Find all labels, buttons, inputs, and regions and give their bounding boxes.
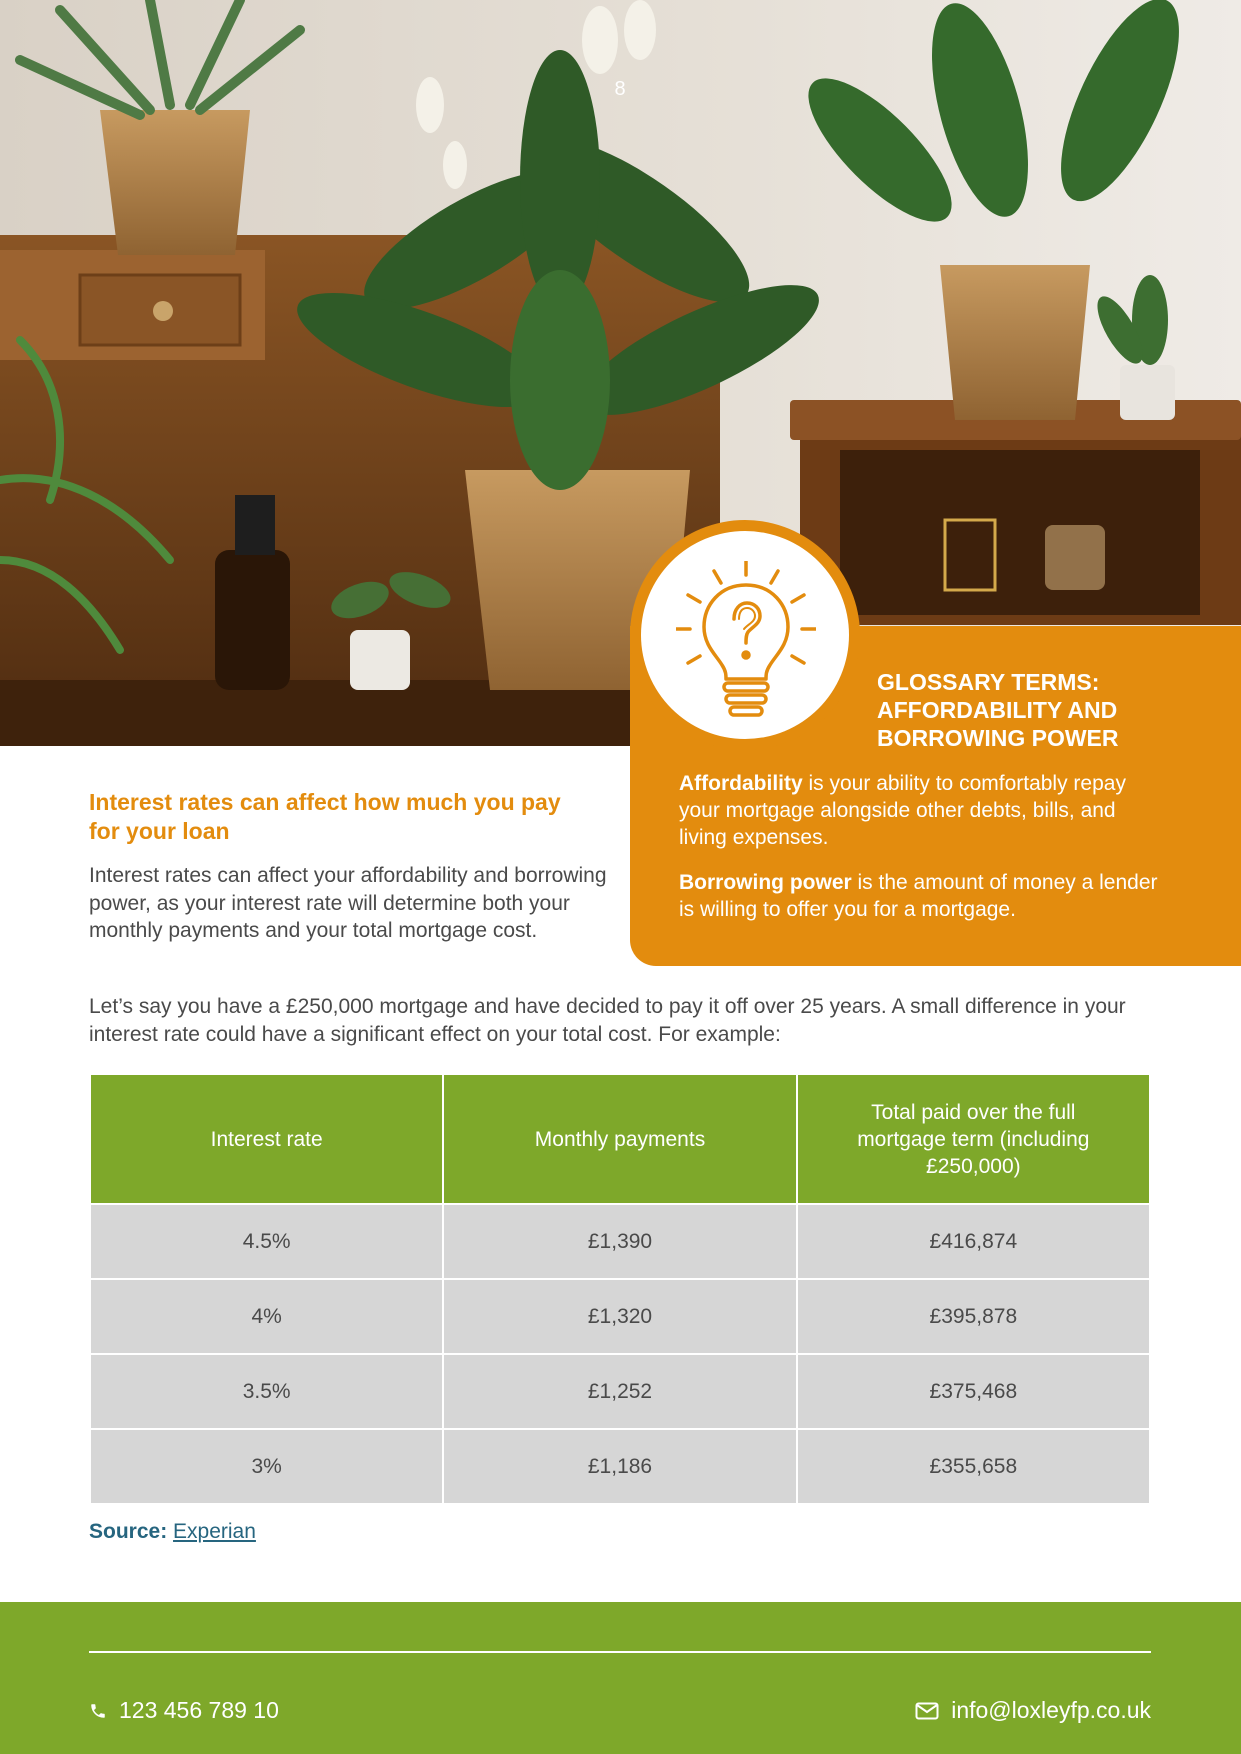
phone-number: 123 456 789 10	[119, 1697, 279, 1723]
term-name: Borrowing power	[679, 871, 852, 894]
interest-rate-table	[89, 1073, 1151, 1505]
source-citation	[89, 1520, 256, 1544]
column-header-interest-rate: Interest rate	[90, 1074, 443, 1204]
term-definition: is the amount of money a lender is willing to offer you for a mortgage.	[679, 871, 1158, 921]
cell-total-paid: £355,658	[797, 1429, 1150, 1504]
footer-divider	[89, 1651, 1151, 1653]
envelope-icon	[915, 1702, 939, 1720]
footer-phone[interactable]	[89, 1697, 279, 1724]
cell-total-paid: £375,468	[797, 1354, 1150, 1429]
table-row	[90, 1354, 1150, 1429]
footer-email[interactable]	[915, 1697, 1151, 1724]
table-row	[90, 1204, 1150, 1279]
table-header-row	[90, 1074, 1150, 1204]
lightbulb-question-icon	[676, 561, 816, 721]
cell-total-paid: £416,874	[797, 1204, 1150, 1279]
cell-monthly-payment: £1,186	[443, 1429, 796, 1504]
table-row	[90, 1429, 1150, 1504]
source-link[interactable]: Experian	[173, 1520, 256, 1543]
cell-interest-rate: 3.5%	[90, 1354, 443, 1429]
example-paragraph: Let’s say you have a £250,000 mortgage and have decided to pay it off over 25 years. A small difference in your interest rate could have a significant effect on your total cost. For example:	[89, 995, 1126, 1046]
cell-monthly-payment: £1,252	[443, 1354, 796, 1429]
page-number: 8	[614, 78, 626, 100]
intro-paragraph: Interest rates can affect your affordability and borrowing power, as your interest rate will determine both your monthly payments and your total mortgage cost.	[89, 864, 607, 942]
cell-monthly-payment: £1,320	[443, 1279, 796, 1354]
cell-total-paid: £395,878	[797, 1279, 1150, 1354]
table-row	[90, 1279, 1150, 1354]
glossary-title: GLOSSARY TERMS: AFFORDABILITY AND BORROWING POWER	[877, 669, 1119, 751]
term-definition: is your ability to comfortably repay your mortgage alongside other debts, bills, and living expenses.	[679, 772, 1126, 849]
cell-interest-rate: 4.5%	[90, 1204, 443, 1279]
source-label: Source:	[89, 1520, 168, 1543]
column-header-total-paid: Total paid over the full mortgage term (including £250,000)	[797, 1074, 1150, 1204]
section-heading: Interest rates can affect how much you pay for your loan	[89, 789, 561, 844]
email-address: info@loxleyfp.co.uk	[951, 1697, 1151, 1723]
cell-monthly-payment: £1,390	[443, 1204, 796, 1279]
cell-interest-rate: 4%	[90, 1279, 443, 1354]
glossary-body	[679, 770, 1164, 941]
phone-icon	[89, 1701, 107, 1721]
glossary-term-affordability	[679, 770, 1164, 851]
glossary-term-borrowing-power	[679, 869, 1164, 923]
term-name: Affordability	[679, 772, 803, 795]
glossary-badge	[630, 520, 860, 750]
cell-interest-rate: 3%	[90, 1429, 443, 1504]
footer	[0, 1602, 1241, 1754]
column-header-monthly-payments: Monthly payments	[443, 1074, 796, 1204]
